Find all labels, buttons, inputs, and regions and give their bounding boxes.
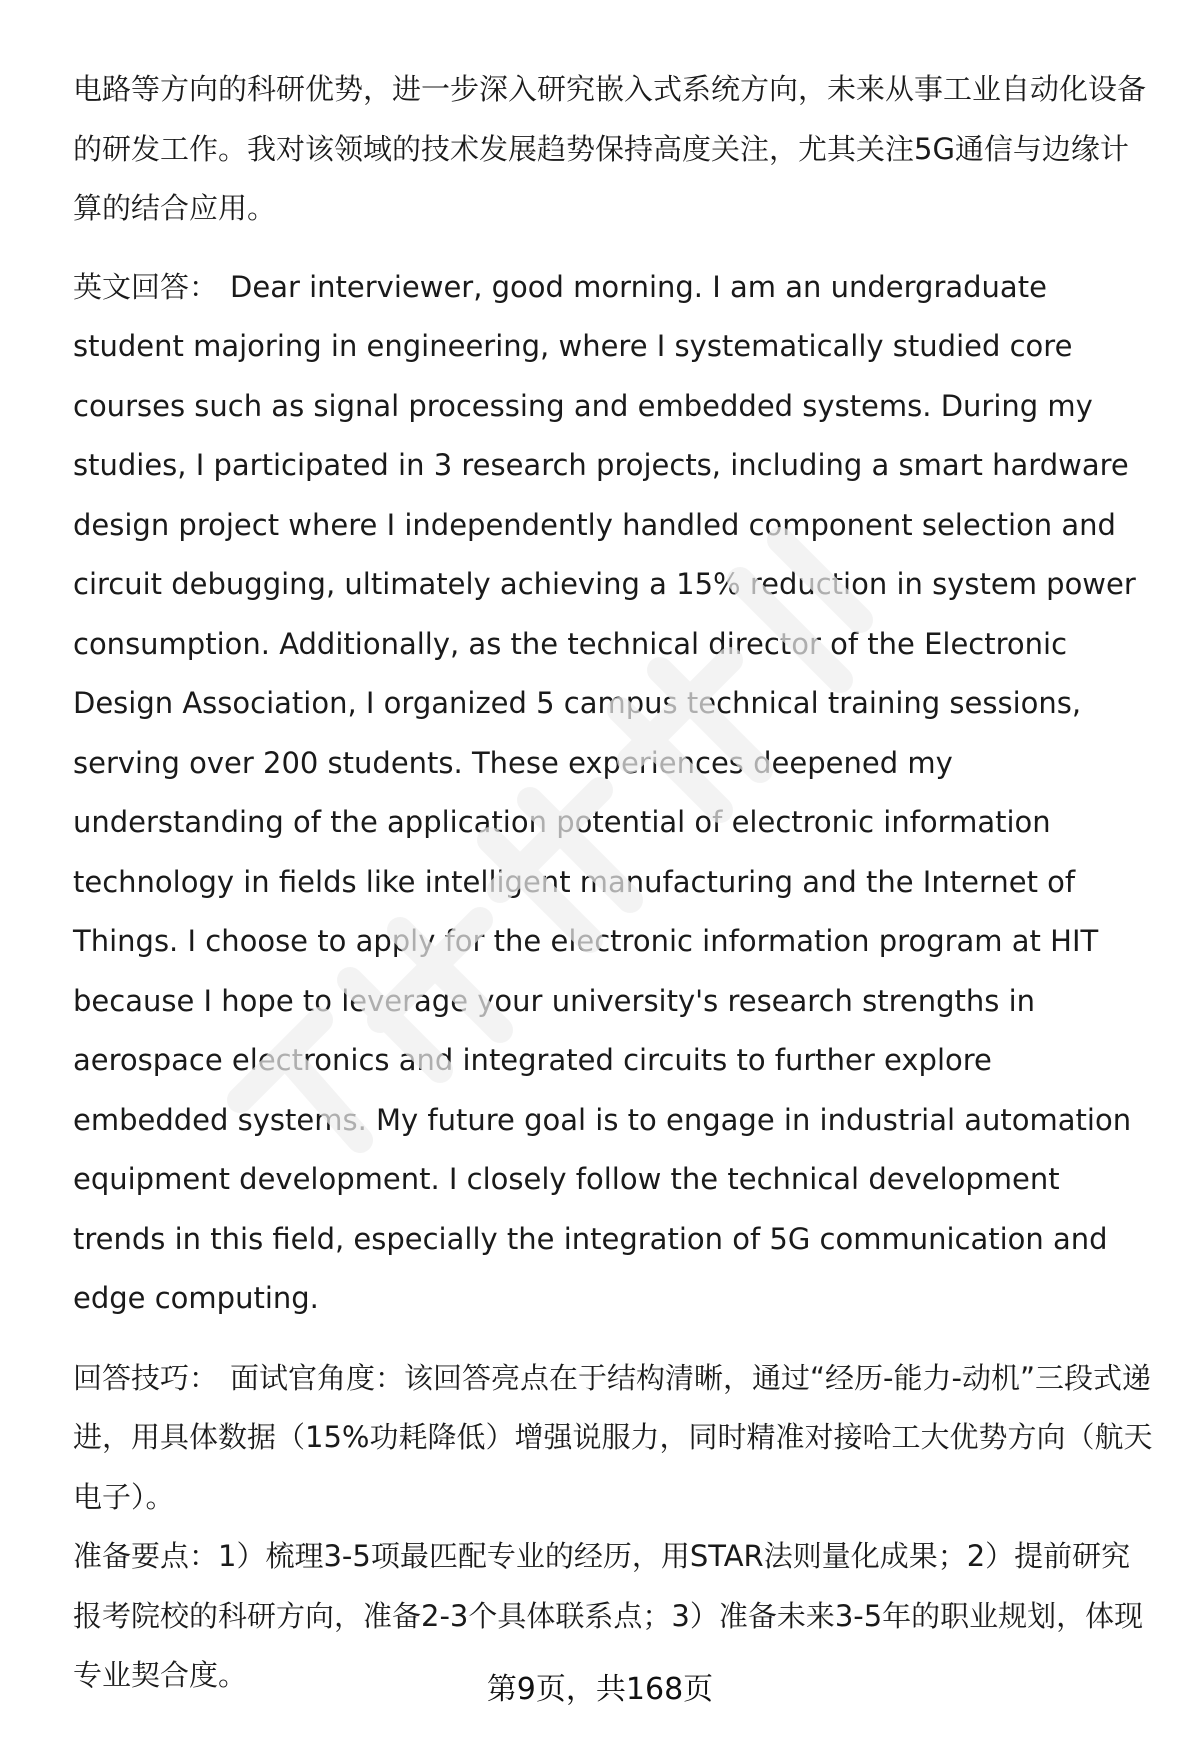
document-page xyxy=(73,60,1153,1706)
english-answer-label: 英文回答： xyxy=(73,269,219,304)
answer-tips-text: 面试官角度：该回答亮点在于结构清晰，通过“经历-能力-动机”三段式递进，用具体数据（15%功耗降低）增强说服力，同时精准对接哈工大优势方向（航天电子）。 xyxy=(73,1360,1153,1514)
preparation-points-text: 1）梳理3-5项最匹配专业的经历，用STAR法则量化成果；2）提前研究报考院校的科研方向，准备2-3个具体联系点；3）准备未来3-5年的职业规划，体现专业契合度。 xyxy=(73,1539,1144,1692)
intro-paragraph: 电路等方向的科研优势，进一步深入研究嵌入式系统方向，未来从事工业自动化设备的研发工作。我对该领域的技术发展趋势保持高度关注，尤其关注5G通信与边缘计算的结合应用。 xyxy=(73,72,1147,225)
preparation-points-label: 准备要点： xyxy=(73,1539,219,1573)
answer-tips-paragraph xyxy=(73,1349,1153,1528)
answer-tips-label: 回答技巧： xyxy=(73,1360,219,1395)
english-answer-text: Dear interviewer, good morning. I am an undergraduate student majoring in engineering, where I systematically studied core courses such as signal processing and embedded systems. During my studies, I participated in 3 research projects, including a smart hardware design project where I independently handled component selection and circuit debugging, ultimately achieving a 15% reduction in system power consumption. Additionally, as the technical director of the Electronic Design Association, I organized 5 campus technical training sessions, serving over 200 students. These experiences deepened my understanding of the application potential of electronic information technology in fields like intelligent manufacturing and the Internet of Things. I choose to apply for the electronic information program at HIT because I hope to leverage your university's research strengths in aerospace electronics and integrated circuits to further explore embedded systems. My future goal is to engage in industrial automation equipment development. I closely follow the technical development trends in this field, especially the integration of 5G communication and edge computing. xyxy=(73,269,1136,1315)
page-footer: 第9页，共168页 xyxy=(486,1672,714,1707)
english-answer-paragraph xyxy=(73,258,1153,1329)
